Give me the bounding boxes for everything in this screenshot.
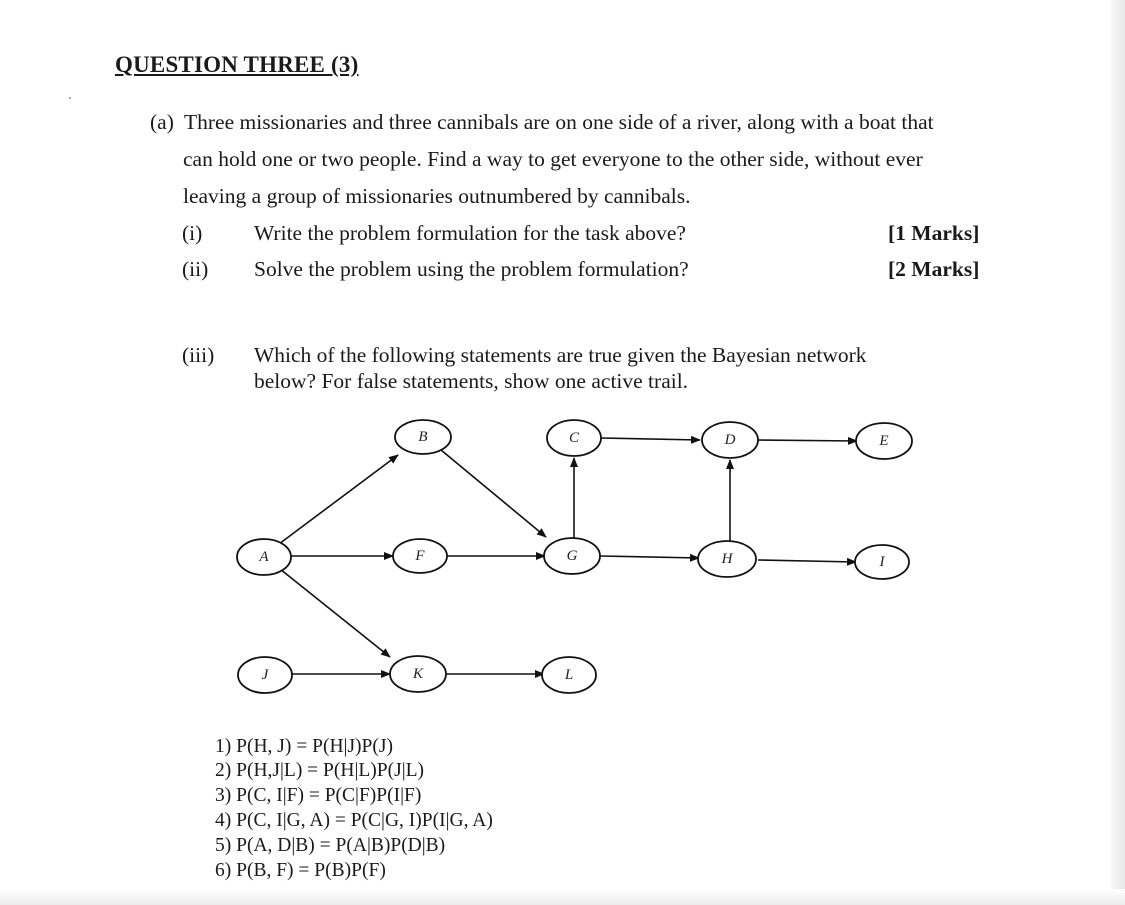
- node-i-label: I: [879, 554, 885, 570]
- node-e-label: E: [879, 433, 889, 449]
- node-f-label: F: [415, 548, 425, 564]
- statement-2: 2) P(H,J|L) = P(H|L)P(J|L): [215, 760, 425, 781]
- node-d-label: D: [724, 432, 736, 448]
- sub-question-ii-marks: [2 Marks]: [888, 257, 980, 281]
- edge-h-i: [758, 560, 856, 562]
- edge-a-k: [280, 569, 390, 657]
- node-h-label: H: [721, 551, 733, 567]
- sub-question-ii-text: Solve the problem using the problem formulation?: [254, 257, 689, 281]
- node-c-label: C: [568, 430, 580, 446]
- node-k-label: K: [412, 666, 424, 682]
- node-l-label: L: [564, 667, 574, 683]
- part-a-line-2: can hold one or two people. Find a way to get everyone to the other side, without ever: [183, 147, 923, 171]
- node-b-label: B: [418, 429, 428, 445]
- sub-question-ii-number: (ii): [182, 257, 209, 281]
- edge-g-h: [600, 556, 699, 558]
- part-a-label: (a): [150, 110, 174, 134]
- node-j-label: J: [261, 667, 269, 683]
- statement-3: 3) P(C, I|F) = P(C|F)P(I|F): [215, 785, 422, 806]
- sub-question-i-text: Write the problem formulation for the task above?: [254, 221, 686, 245]
- node-a-label: A: [259, 549, 269, 565]
- part-a-line-3: leaving a group of missionaries outnumbered by cannibals.: [183, 184, 691, 208]
- statement-1: 1) P(H, J) = P(H|J)P(J): [215, 736, 393, 757]
- node-g-label: G: [566, 548, 578, 564]
- sub-question-iii-number: (iii): [182, 343, 215, 367]
- sub-question-i-marks: [1 Marks]: [888, 221, 980, 245]
- edge-d-e: [758, 440, 857, 441]
- statement-5: 5) P(A, D|B) = P(A|B)P(D|B): [215, 835, 446, 856]
- question-heading: QUESTION THREE (3): [115, 52, 359, 77]
- part-a-line-1: Three missionaries and three cannibals are on one side of a river, along with a boat that: [184, 110, 934, 134]
- sub-question-iii-line-2: below? For false statements, show one active trail.: [254, 369, 689, 393]
- edge-b-g: [441, 450, 546, 537]
- edge-a-b: [279, 455, 398, 544]
- sub-question-i-number: (i): [182, 221, 203, 245]
- sub-question-iii-line-1: Which of the following statements are true given the Bayesian network: [254, 343, 867, 367]
- statement-6: 6) P(B, F) = P(B)P(F): [215, 860, 386, 881]
- statement-4: 4) P(C, I|G, A) = P(C|G, I)P(I|G, A): [215, 810, 493, 831]
- edge-c-d: [600, 438, 700, 440]
